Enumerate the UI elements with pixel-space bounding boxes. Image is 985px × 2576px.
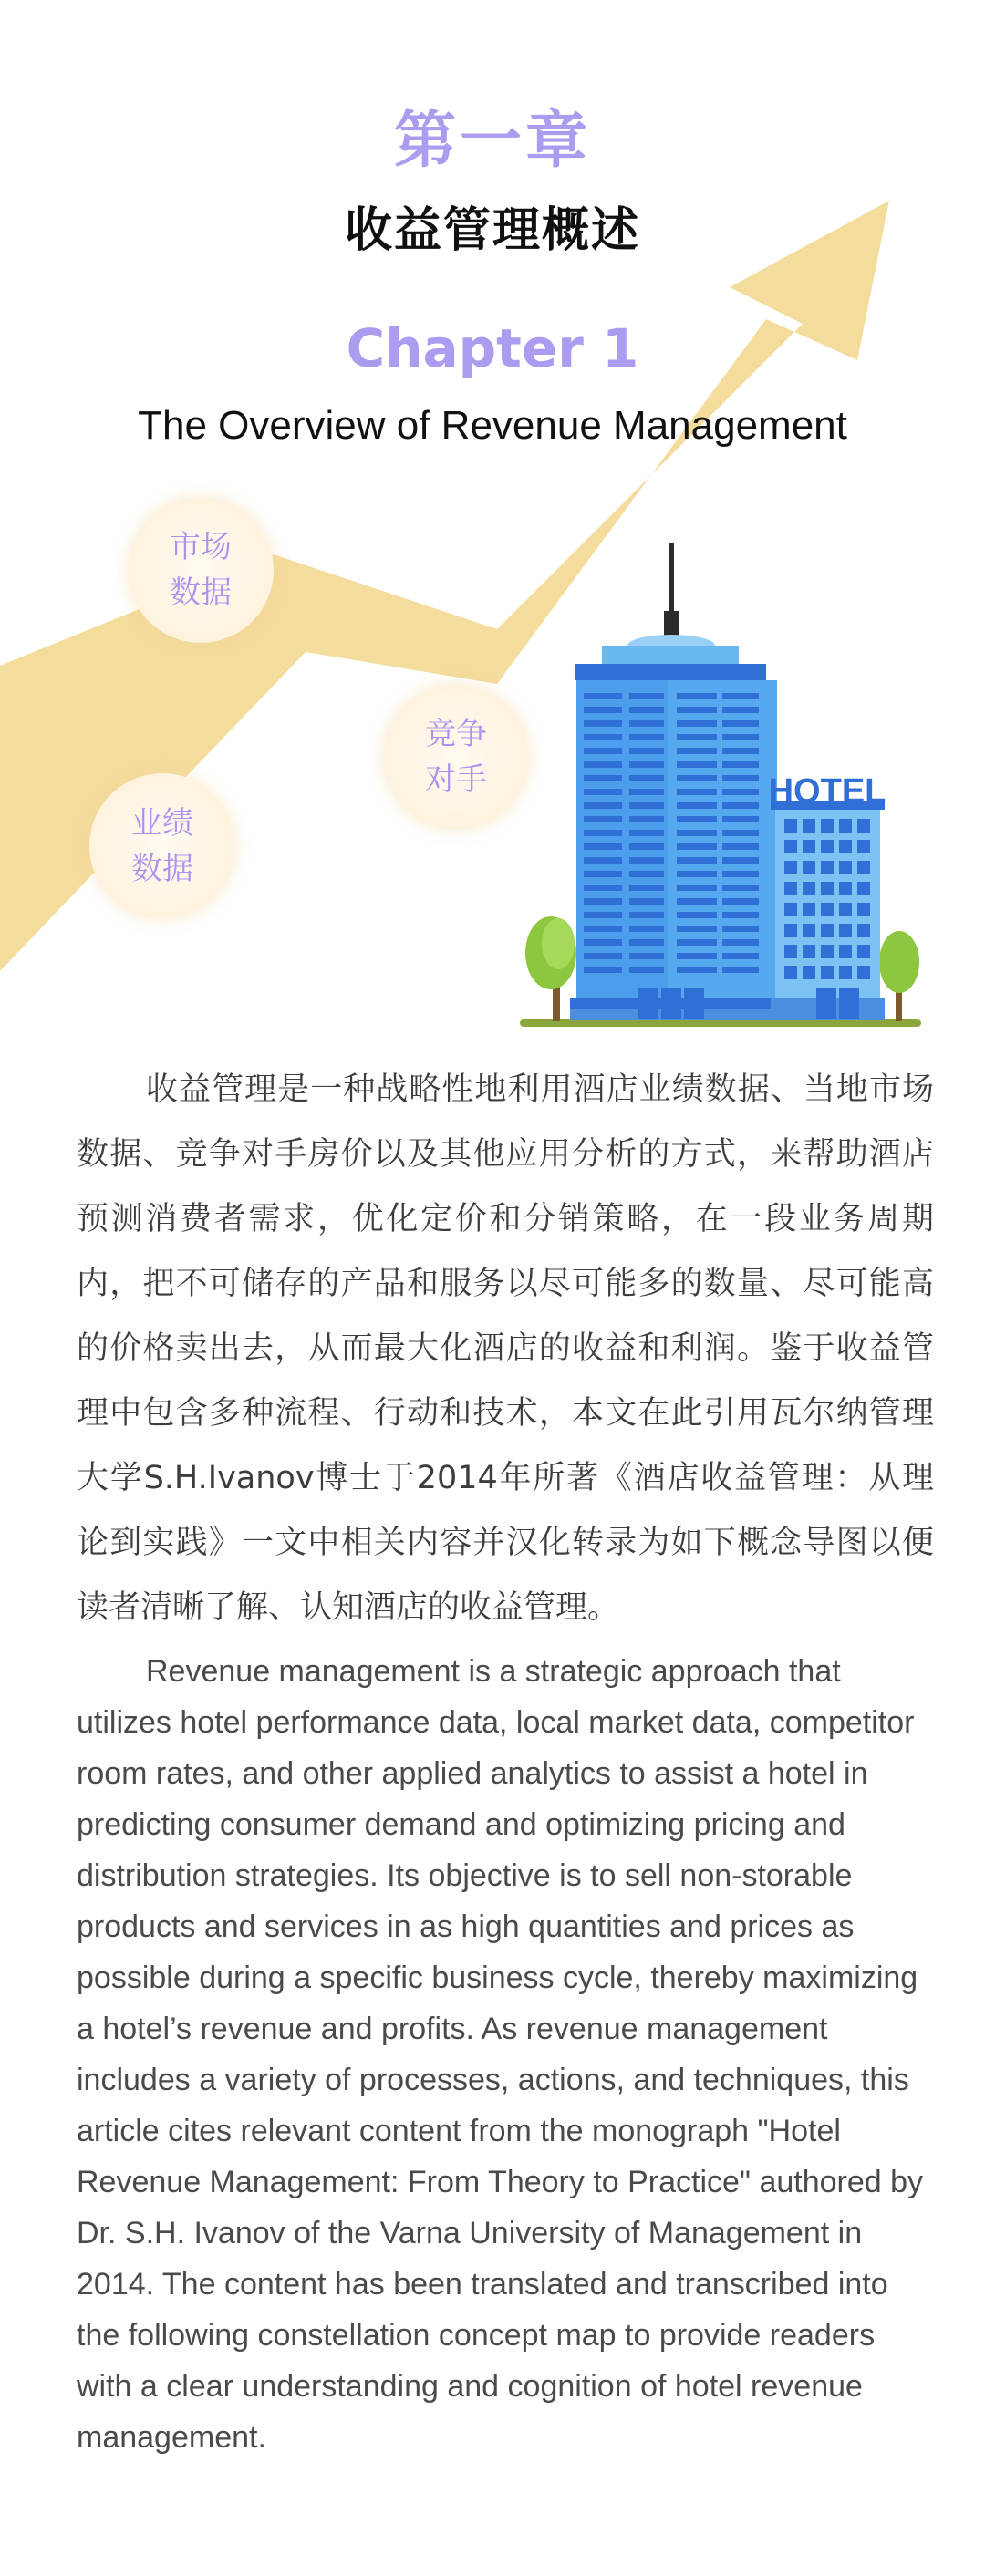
window	[803, 840, 815, 853]
window	[839, 819, 852, 833]
bubble-performance-data-label: 业绩数据	[131, 805, 193, 887]
window	[821, 966, 834, 979]
chapter-en: Chapter 1	[346, 317, 639, 379]
window	[722, 707, 759, 713]
window	[839, 840, 852, 853]
window	[677, 953, 717, 959]
window	[677, 898, 717, 905]
window	[629, 857, 664, 864]
window	[629, 830, 664, 836]
chapter-cn: 第一章	[393, 105, 591, 177]
window	[722, 912, 759, 918]
window	[629, 707, 664, 713]
window	[677, 734, 717, 740]
window	[722, 734, 759, 740]
bubble-performance-data	[89, 773, 235, 919]
window	[722, 857, 759, 864]
window	[784, 882, 797, 895]
window	[677, 748, 717, 754]
window	[839, 924, 852, 937]
paragraph-cn: 收益管理是一种战略性地利用酒店业绩数据、当地市场数据、竞争对手房价以及其他应用分析的方式，来帮助酒店预测消费者需求，优化定价和分销策略，在一段业务周期内，把不可储存的产品和服务以尽可能多的数量、尽可能高的价格卖出去，从而最大化酒店的收益和利润。鉴于收益管理中包含多种流程、行动和技术，本文在此引用瓦尔纳管理大学S.H.Ivanov博士于2014年所著《酒店收益管理：从理论到实践》一文中相关内容并汉化转录为如下概念导图以便读者清晰了解、认知酒店的收益管理。	[77, 1071, 934, 1626]
window	[803, 882, 815, 895]
window	[677, 789, 717, 795]
window	[784, 903, 797, 916]
window	[629, 748, 664, 754]
window	[722, 871, 759, 877]
tree-right-icon	[879, 931, 919, 1021]
bubble-market-data-label: 市场数据	[170, 529, 232, 611]
window	[857, 945, 870, 958]
title-cn: 收益管理概述	[344, 203, 640, 258]
window	[584, 693, 622, 699]
window	[584, 830, 622, 836]
window	[839, 882, 852, 895]
window	[722, 830, 759, 836]
window	[839, 903, 852, 916]
window	[629, 720, 664, 727]
window	[839, 945, 852, 958]
window	[857, 861, 870, 874]
window	[584, 720, 622, 727]
hotel-sign: HOTEL	[768, 772, 886, 811]
window	[857, 903, 870, 916]
window	[784, 861, 797, 874]
window	[629, 734, 664, 740]
window	[629, 843, 664, 850]
window	[722, 802, 759, 809]
window	[584, 898, 622, 905]
window	[629, 953, 664, 959]
window	[722, 775, 759, 781]
window	[722, 898, 759, 905]
window	[722, 953, 759, 959]
window	[722, 693, 759, 699]
window	[629, 939, 664, 946]
window	[784, 819, 797, 833]
window	[584, 789, 622, 795]
window	[722, 939, 759, 946]
window	[677, 830, 717, 836]
window	[629, 885, 664, 891]
window	[584, 775, 622, 781]
window	[784, 966, 797, 979]
window	[821, 903, 834, 916]
window	[803, 819, 815, 833]
window	[584, 816, 622, 822]
window	[839, 966, 852, 979]
bubble-competitors	[383, 684, 529, 830]
window	[677, 816, 717, 822]
window	[784, 924, 797, 937]
window	[584, 939, 622, 946]
window	[857, 966, 870, 979]
antenna	[669, 543, 674, 616]
window	[821, 945, 834, 958]
window	[821, 924, 834, 937]
title-en: The Overview of Revenue Management	[138, 403, 847, 448]
ground	[520, 1019, 921, 1027]
window	[821, 882, 834, 895]
window	[677, 885, 717, 891]
window	[584, 926, 622, 932]
tree-left-icon	[525, 916, 576, 1021]
window	[584, 953, 622, 959]
window	[584, 912, 622, 918]
window	[629, 775, 664, 781]
window	[584, 885, 622, 891]
window	[677, 843, 717, 850]
window	[803, 861, 815, 874]
window	[722, 816, 759, 822]
window	[821, 840, 834, 853]
window	[677, 775, 717, 781]
window	[857, 882, 870, 895]
window	[677, 857, 717, 864]
window	[677, 871, 717, 877]
window	[677, 802, 717, 809]
window	[629, 761, 664, 768]
window	[803, 903, 815, 916]
window	[584, 857, 622, 864]
window	[677, 720, 717, 727]
window	[803, 924, 815, 937]
window	[857, 924, 870, 937]
hero-section	[0, 0, 985, 1049]
window	[629, 816, 664, 822]
window	[629, 898, 664, 905]
window	[584, 748, 622, 754]
window	[584, 707, 622, 713]
window	[584, 802, 622, 809]
window	[821, 819, 834, 833]
window	[584, 734, 622, 740]
window	[722, 789, 759, 795]
window	[629, 926, 664, 932]
window	[629, 802, 664, 809]
window	[784, 945, 797, 958]
window	[629, 789, 664, 795]
window	[722, 843, 759, 850]
window	[677, 967, 717, 973]
window	[677, 761, 717, 768]
window	[677, 939, 717, 946]
window	[722, 885, 759, 891]
window	[803, 966, 815, 979]
window	[803, 945, 815, 958]
window	[584, 967, 622, 973]
window	[677, 707, 717, 713]
bubble-competitors-label: 竞争对手	[425, 716, 487, 798]
window	[677, 693, 717, 699]
window	[722, 748, 759, 754]
window	[722, 926, 759, 932]
window	[584, 871, 622, 877]
window	[629, 871, 664, 877]
window	[677, 912, 717, 918]
window	[857, 840, 870, 853]
window	[784, 840, 797, 853]
window	[821, 861, 834, 874]
window	[677, 926, 717, 932]
window	[839, 861, 852, 874]
window	[629, 693, 664, 699]
window	[629, 912, 664, 918]
window	[722, 967, 759, 973]
window	[629, 967, 664, 973]
paragraph-en: Revenue management is a strategic approach that utilizes hotel performance data, local market data, competitor room rates, and other applied analytics to assist a hotel in predicting consumer demand and optimizing pricing and distribution strategies. Its objective is to sell non-storable products and services in as high quantities and prices as possible during a specific business cycle, thereby maximizing a hotel’s revenue and profits. As revenue management includes a variety of processes, actions, and techniques, this article cites relevant content from the monograph "Hotel Revenue Management: From Theory to Practice" authored by Dr. S.H. Ivanov of the Varna University of Management in 2014. The content has been translated and transcribed into the following constellation concept map to provide readers with a clear understanding and cognition of hotel revenue management.	[77, 1654, 924, 2455]
bubble-market-data	[128, 497, 274, 643]
window	[722, 761, 759, 768]
window	[584, 843, 622, 850]
window	[584, 761, 622, 768]
window	[857, 819, 870, 833]
window	[722, 720, 759, 727]
